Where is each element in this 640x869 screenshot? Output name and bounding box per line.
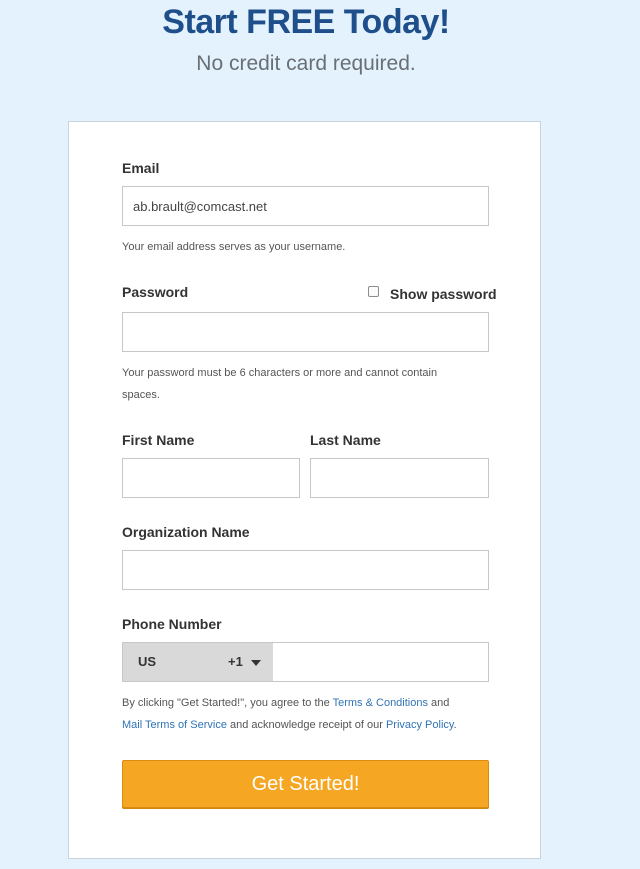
last-name-field[interactable] — [310, 458, 489, 498]
phone-number-group — [122, 642, 489, 682]
legal-text — [122, 692, 502, 736]
terms-link[interactable]: Terms & Conditions — [332, 697, 428, 709]
country-code-select[interactable] — [123, 643, 273, 681]
legal-middle: and acknowledge receipt of our — [226, 719, 386, 731]
organization-field[interactable] — [122, 550, 489, 590]
legal-end: . — [453, 719, 457, 731]
password-help-text-2: spaces. — [122, 389, 160, 401]
dial-code: +1 — [228, 654, 243, 669]
email-field[interactable] — [122, 186, 489, 226]
last-name-label: Last Name — [310, 432, 381, 448]
email-label: Email — [122, 160, 160, 176]
legal-and: and — [427, 697, 450, 709]
show-password-label[interactable]: Show password — [390, 286, 497, 302]
get-started-button[interactable]: Get Started! — [122, 760, 489, 808]
page-title: Start FREE Today! — [162, 3, 450, 41]
phone-label: Phone Number — [122, 616, 222, 632]
password-help-text-1: Your password must be 6 characters or more and cannot contain — [122, 367, 438, 379]
privacy-policy-link[interactable]: Privacy Policy — [385, 719, 454, 731]
email-help-text: Your email address serves as your username. — [122, 241, 346, 253]
signup-card — [68, 121, 541, 859]
show-password-checkbox[interactable] — [368, 286, 379, 297]
phone-number-field[interactable] — [273, 643, 488, 681]
first-name-field[interactable] — [122, 458, 300, 498]
page-subtitle: No credit card required. — [196, 52, 416, 75]
legal-prefix: By clicking "Get Started!", you agree to the — [122, 697, 333, 709]
password-field[interactable] — [122, 312, 489, 352]
first-name-label: First Name — [122, 432, 195, 448]
country-code: US — [138, 654, 157, 669]
password-label: Password — [122, 284, 189, 300]
chevron-down-icon — [251, 660, 261, 666]
mail-terms-link[interactable]: Mail Terms of Service — [122, 719, 227, 731]
organization-label: Organization Name — [122, 524, 250, 540]
